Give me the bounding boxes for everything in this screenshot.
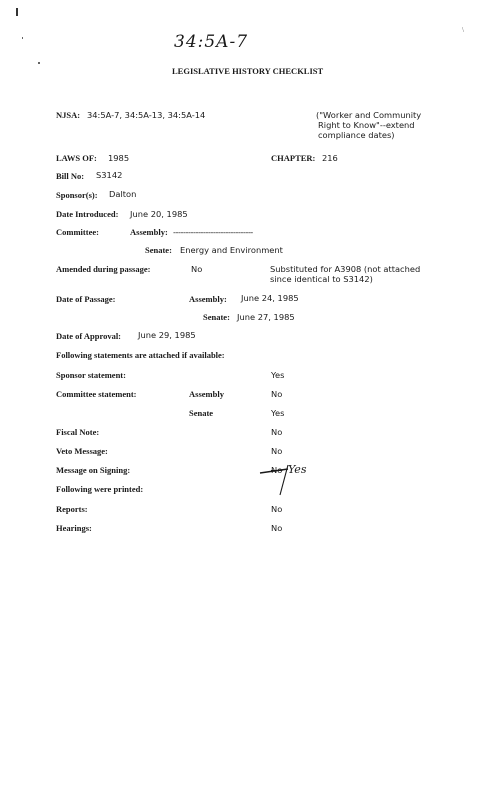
scan-speck [38, 62, 40, 64]
laws-of-label: LAWS OF: [56, 153, 97, 163]
passage-senate-value: June 27, 1985 [237, 312, 295, 322]
committee-label: Committee: [56, 227, 99, 237]
handwritten-statute-number: 34:5A-7 [174, 32, 249, 52]
scan-speck [22, 37, 23, 39]
following-attached-heading: Following statements are attached if available: [56, 350, 225, 360]
committee-statement-assembly-value: No [271, 389, 283, 399]
passage-assembly-value: June 24, 1985 [241, 293, 299, 303]
njsa-label: NJSA: [56, 110, 81, 120]
sponsor-statement-value: Yes [271, 370, 285, 380]
committee-assembly-value: -------------------------------- [173, 227, 253, 237]
message-on-signing-struck-value: No [271, 465, 283, 475]
date-introduced-value: June 20, 1985 [130, 209, 188, 219]
message-on-signing-label: Message on Signing: [56, 465, 131, 475]
sponsor-value: Dalton [109, 189, 137, 199]
committee-statement-label: Committee statement: [56, 389, 137, 399]
message-on-signing-handwritten-value: Yes [288, 463, 307, 476]
approval-value: June 29, 1985 [138, 330, 196, 340]
committee-senate-value: Energy and Environment [180, 245, 283, 255]
passage-assembly-label: Assembly: [189, 294, 227, 304]
amended-note-line-1: Substituted for A3908 (not attached [270, 264, 421, 274]
bill-no-label: Bill No: [56, 171, 85, 181]
amended-note-line-2: since identical to S3142) [270, 274, 373, 284]
committee-assembly-label: Assembly: [130, 227, 168, 237]
approval-label: Date of Approval: [56, 331, 122, 341]
description-line-1: ("Worker and Community [316, 110, 422, 120]
committee-senate-label: Senate: [145, 245, 172, 255]
scan-mark: \ [462, 26, 464, 34]
fiscal-note-label: Fiscal Note: [56, 427, 100, 437]
committee-statement-senate-label: Senate [189, 408, 214, 418]
description-line-3: compliance dates) [318, 130, 395, 140]
committee-statement-assembly-label: Assembly [189, 389, 224, 399]
amended-value: No [191, 264, 203, 274]
sponsor-statement-label: Sponsor statement: [56, 370, 126, 380]
passage-label: Date of Passage: [56, 294, 116, 304]
committee-statement-senate-value: Yes [271, 408, 285, 418]
reports-value: No [271, 504, 283, 514]
reports-label: Reports: [56, 504, 88, 514]
passage-senate-label: Senate: [203, 312, 230, 322]
chapter-value: 216 [322, 153, 338, 163]
bill-no-value: S3142 [96, 170, 123, 180]
veto-message-value: No [271, 446, 283, 456]
date-introduced-label: Date Introduced: [56, 209, 119, 219]
scan-speck [16, 8, 18, 16]
amended-label: Amended during passage: [56, 264, 151, 274]
hearings-value: No [271, 523, 283, 533]
hearings-label: Hearings: [56, 523, 92, 533]
laws-of-value: 1985 [108, 153, 130, 163]
fiscal-note-value: No [271, 427, 283, 437]
chapter-label: CHAPTER: [271, 153, 316, 163]
veto-message-label: Veto Message: [56, 446, 108, 456]
description-line-2: Right to Know"--extend [318, 120, 415, 130]
following-printed-label: Following were printed: [56, 484, 144, 494]
page-title: LEGISLATIVE HISTORY CHECKLIST [172, 66, 324, 76]
njsa-value: 34:5A-7, 34:5A-13, 34:5A-14 [87, 110, 206, 120]
sponsor-label: Sponsor(s): [56, 190, 98, 200]
